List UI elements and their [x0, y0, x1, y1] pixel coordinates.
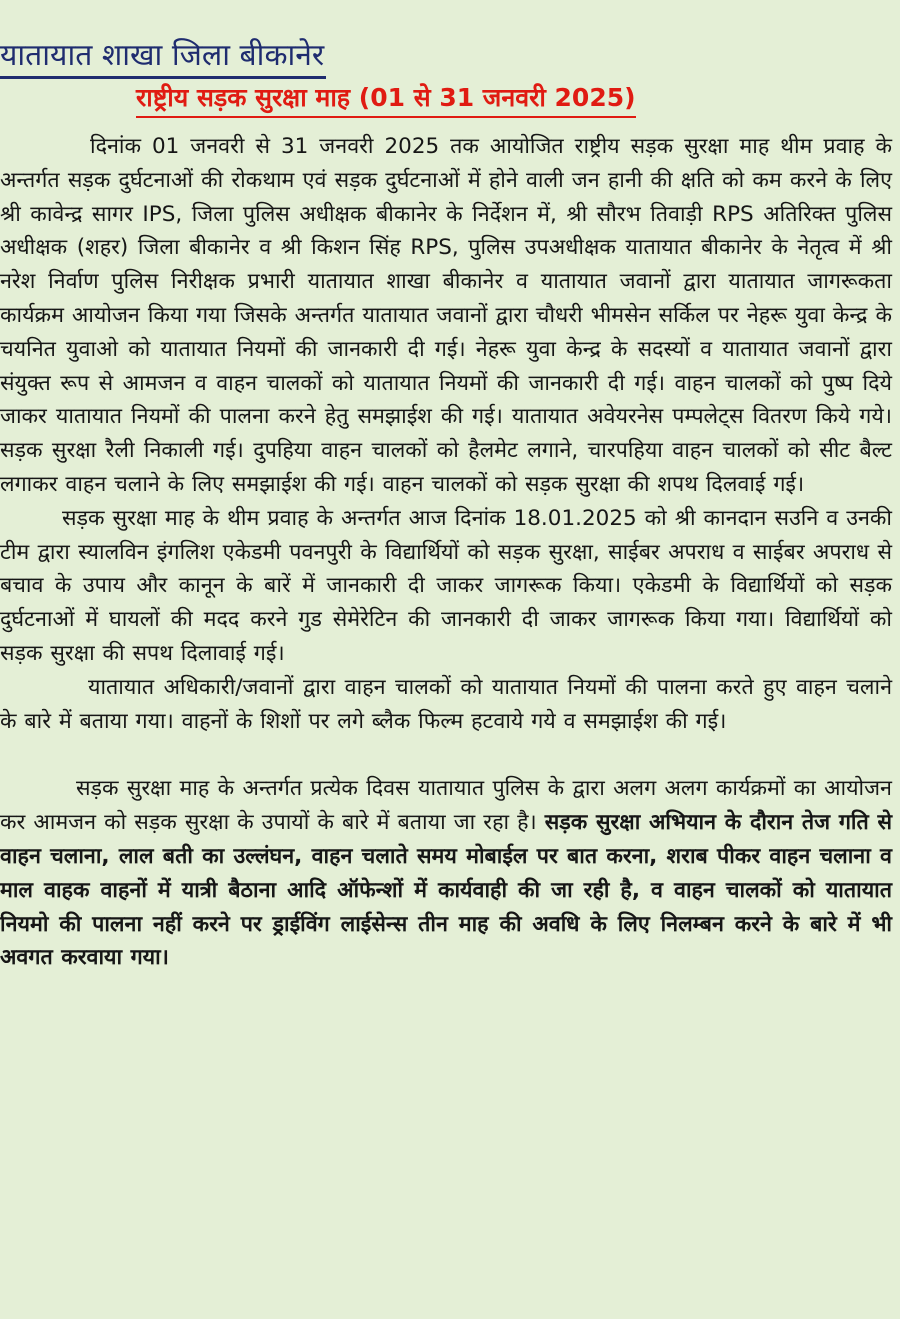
paragraph-3: यातायात अधिकारी/जवानों द्वारा वाहन चालकों को यातायात नियमों की पालना करते हुए वाहन चलाने के बारे में बताया गया। वाहनों के शिशों पर लगे ब्लैक फिल्म हटवाये गये व समझाईश की गई। — [0, 674, 892, 734]
document-body — [0, 130, 892, 975]
paragraph-2: सड़क सुरक्षा माह के थीम प्रवाह के अन्तर्गत आज दिनांक 18.01.2025 को श्री कानदान सउनि व उनकी टीम द्वारा स्यालविन इंगलिश एकेडमी पवनपुरी के विद्यार्थियों को सड़क सुरक्षा, साईबर अपराध व साईबर अपराध से बचाव के उपाय और कानून के बारें में जानकारी दी जाकर जागरूक किया। एकेडमी के विद्यार्थियों को सड़क दुर्घटनाओं में घायलों की मदद करने गुड सेमेरेटिन की जानकारी दी जाकर जागरूक किया गया। विद्यार्थियों को सड़क सुरक्षा की सपथ दिलावाई गई। — [0, 505, 892, 666]
department-title: यातायात शाखा जिला बीकानेर — [0, 36, 326, 79]
paragraph-1: दिनांक 01 जनवरी से 31 जनवरी 2025 तक आयोजित राष्ट्रीय सड़क सुरक्षा माह थीम प्रवाह के अन्तर्गत सड़क दुर्घटनाओं की रोकथाम एवं सड़क दुर्घटनाओं में होने वाली जन हानी की क्षति को कम करने के लिए श्री कावेन्द्र सागर IPS, जिला पुलिस अधीक्षक बीकानेर के निर्देशन में, श्री सौरभ तिवाड़ी RPS अतिरिक्त पुलिस अधीक्षक (शहर) जिला बीकानेर व श्री किशन सिंह RPS, पुलिस उपअधीक्षक यातायात बीकानेर के नेतृत्व में श्री नरेश निर्वाण पुलिस निरीक्षक प्रभारी यातायात शाखा बीकानेर व यातायात जवानों द्वारा यातायात जागरूकता कार्यक्रम आयोजन किया गया जिसके अन्तर्गत यातायात जवानों द्वारा चौधरी भीमसेन सर्किल पर नेहरू युवा केन्द्र के चयनित युवाओ को यातायात नियमों की जानकारी दी गई। नेहरू युवा केन्द्र के सदस्यों व यातायात जवानों द्वारा संयुक्त रूप से आमजन व वाहन चालकों को यातायात नियमों की जानकारी दी गई। वाहन चालकों को पुष्प दिये जाकर यातायात नियमों की पालना करने हेतु समझाईश की गई। यातायात अवेयरनेस पम्पलेट्स वितरण किये गये। सड़क सुरक्षा रैली निकाली गई। दुपहिया वाहन चालकों को हैलमेट लगाने, चारपहिया वाहन चालकों को सीट बैल्ट लगाकर वाहन चलाने के लिए समझाईश की गई। वाहन चालकों को सड़क सुरक्षा की शपथ दिलवाई गई। — [0, 134, 892, 497]
campaign-title: राष्ट्रीय सड़क सुरक्षा माह (01 से 31 जनवरी 2025) — [136, 80, 636, 118]
paragraph-4 — [0, 772, 892, 975]
paragraph-4-text: सड़क सुरक्षा माह के अन्तर्गत प्रत्येक दिवस यातायात पुलिस के द्वारा अलग अलग कार्यक्रमों का आयोजन कर आमजन को सड़क सुरक्षा के उपायों के बारे में बताया जा रहा है। — [0, 776, 892, 836]
paragraph-4-bold-text: सड़क सुरक्षा अभियान के दौरान तेज गति से वाहन चलाना, लाल बती का उल्लंघन, वाहन चलाते समय मोबाईल पर बात करना, शराब पीकर वाहन चलाना व माल वाहक वाहनों में यात्री बैठाना आदि ऑफेन्शों में कार्यवाही की जा रही है, व वाहन चालकों को यातायात नियमो की पालना नहीं करने पर ड्राईविंग लाईसेन्स तीन माह की अवधि के लिए निलम्बन करने के बारे में भी अवगत करवाया गया। — [0, 810, 892, 971]
